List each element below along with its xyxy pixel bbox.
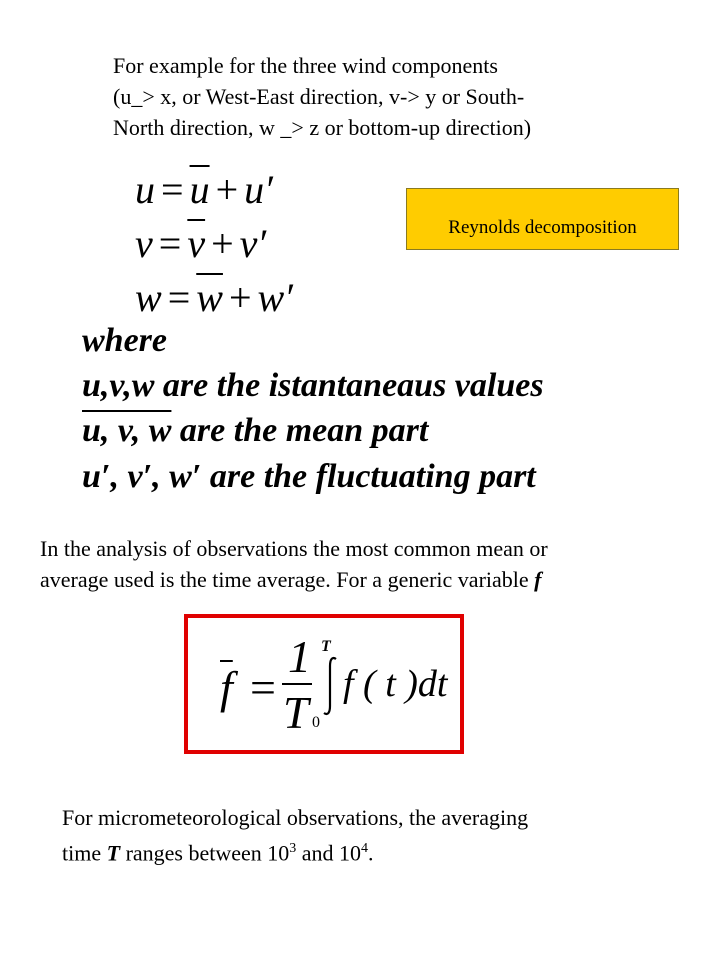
equation-v-lhs: v bbox=[135, 221, 153, 266]
def-mean bbox=[82, 414, 428, 448]
closing-line-1: For micrometeorological observations, the averaging bbox=[62, 805, 529, 830]
time-average-formula-box bbox=[184, 614, 464, 754]
closing-var: T bbox=[106, 840, 121, 866]
closing-end: . bbox=[368, 840, 374, 866]
intro-line-2: (u_> x, or West-East direction, v-> y or South- bbox=[113, 84, 525, 109]
def-where: where bbox=[82, 322, 167, 359]
formula-lhs-text: $\overline{f}$ bbox=[220, 662, 233, 713]
integral-sign-icon bbox=[320, 656, 340, 716]
formula-equals: = bbox=[250, 662, 276, 713]
equation-u-lhs: u bbox=[135, 167, 155, 212]
def-instantaneous bbox=[82, 369, 544, 403]
closing-mid: ranges between 10 bbox=[125, 840, 290, 866]
def-mean-vars: u, v, w bbox=[82, 412, 172, 449]
equation-u: $u = \overline{u} + u'$ bbox=[135, 167, 273, 212]
integral-upper-limit: T bbox=[321, 638, 331, 655]
paragraph-line-2 bbox=[40, 564, 548, 595]
equation-w-mean: $\overline{w}$ bbox=[196, 275, 223, 320]
formula-integrand: f ( t )dt bbox=[343, 663, 448, 705]
equation-v-fluct: v′ bbox=[239, 221, 267, 266]
equation-v-mean: $\overline{v}$ bbox=[187, 221, 206, 266]
def-inst-vars: u,v,w bbox=[82, 367, 155, 404]
equation-w-lhs: w bbox=[135, 275, 162, 320]
def-inst-text: are the istantaneaus values bbox=[162, 367, 544, 404]
paragraph-line-1: In the analysis of observations the most common mean or bbox=[40, 536, 548, 561]
def-mean-text: are the mean part bbox=[179, 412, 429, 449]
equation-u-fluct: u′ bbox=[244, 167, 273, 212]
fraction-bar bbox=[282, 683, 312, 685]
equation-u-mean: $\overline{u}$ bbox=[189, 167, 210, 212]
integral-lower-limit: 0 bbox=[312, 714, 320, 731]
formula-lhs bbox=[220, 662, 233, 713]
paragraph-line-2-text: average used is the time average. For a generic variable bbox=[40, 567, 529, 592]
formula-denominator: T bbox=[283, 687, 309, 738]
equation-v: $v = \overline{v} + v'$ bbox=[135, 221, 267, 266]
averaging-time-text bbox=[62, 802, 528, 868]
closing-exp-1: 3 bbox=[289, 841, 297, 856]
intro-line-1: For example for the three wind components bbox=[113, 53, 498, 78]
closing-and: and 10 bbox=[301, 840, 362, 866]
def-fluct-text: are the fluctuating part bbox=[209, 458, 536, 495]
equation-w-fluct: w′ bbox=[257, 275, 293, 320]
badge-text: Reynolds decomposition bbox=[448, 217, 637, 238]
reynolds-decomposition-label bbox=[406, 188, 679, 250]
closing-line-2 bbox=[62, 833, 528, 868]
closing-pre: time bbox=[62, 840, 102, 866]
intro-text bbox=[113, 50, 531, 143]
def-fluctuating bbox=[82, 460, 536, 494]
def-fluct-vars: u′, v′, w′ bbox=[82, 458, 202, 495]
paragraph-var: f bbox=[534, 567, 542, 592]
equation-w: $w = \overline{w} + w'$ bbox=[135, 275, 293, 320]
time-average-paragraph bbox=[40, 533, 548, 595]
formula-numerator: 1 bbox=[288, 631, 311, 682]
intro-line-3: North direction, w _> z or bottom-up direction) bbox=[113, 115, 532, 140]
closing-exp-2: 4 bbox=[361, 841, 369, 856]
